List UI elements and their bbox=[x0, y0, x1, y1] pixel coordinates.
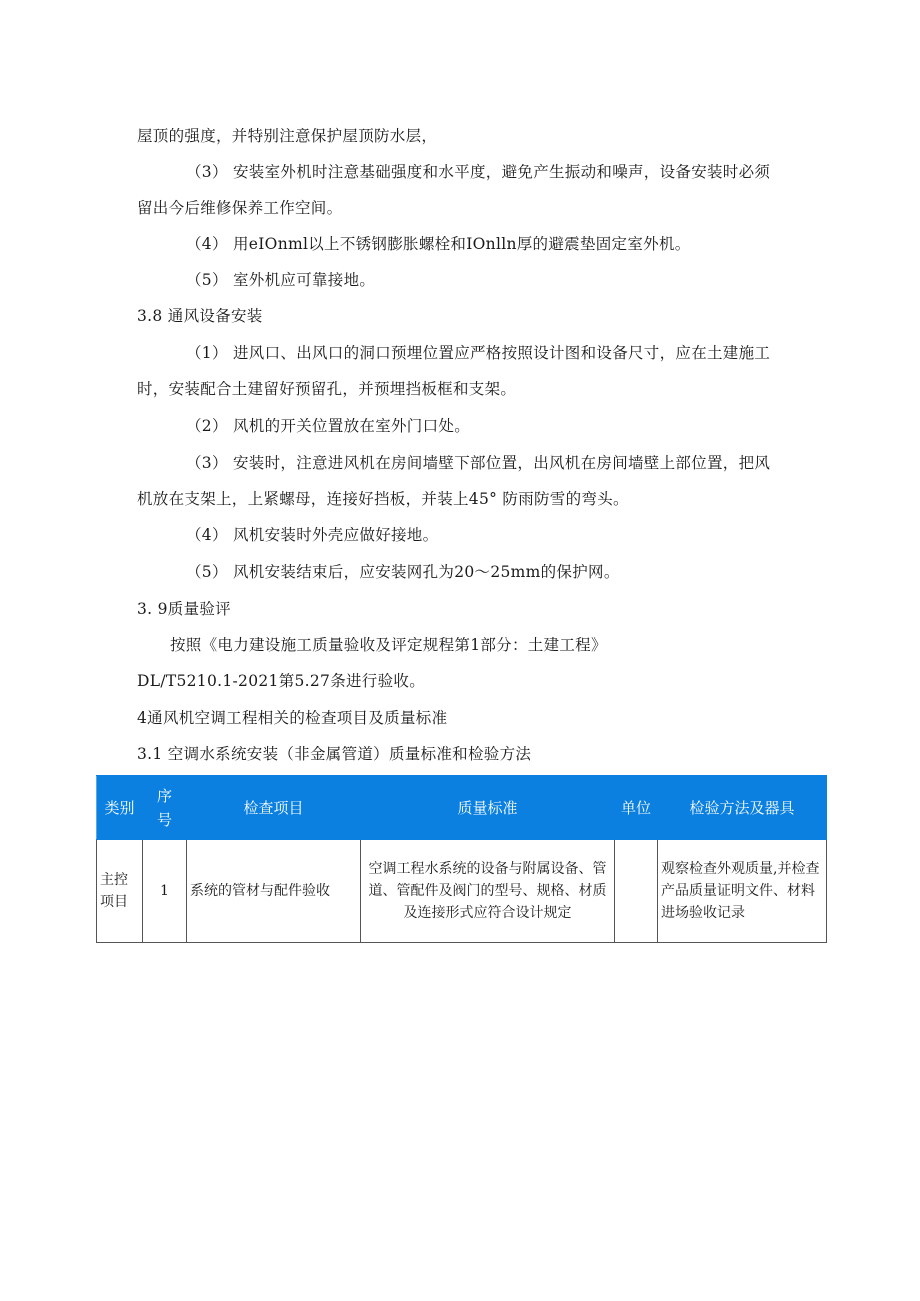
cell-category: 主控项目 bbox=[97, 840, 143, 943]
quality-standards-table bbox=[96, 775, 827, 943]
header-category: 类别 bbox=[97, 776, 143, 840]
section-heading: 3. 9质量验评 bbox=[137, 600, 231, 618]
table-caption: 3.1 空调水系统安装（非金属管道）质量标准和检验方法 bbox=[137, 745, 532, 763]
cell-method: 观察检查外观质量,并检查产品质量证明文件、材料进场验收记录 bbox=[658, 840, 827, 943]
paragraph: （4） 风机安装时外壳应做好接地。 bbox=[186, 526, 439, 544]
paragraph: （3） 安装室外机时注意基础强度和水平度，避免产生振动和噪声，设备安装时必须 bbox=[186, 163, 771, 181]
cell-standard: 空调工程水系统的设备与附属设备、管道、管配件及阀门的型号、规格、材质及连接形式应符合设计规定 bbox=[361, 840, 615, 943]
header-unit: 单位 bbox=[615, 776, 658, 840]
paragraph: DL/T5210.1-2021第5.27条进行验收。 bbox=[137, 672, 426, 690]
header-seq-line2: 号 bbox=[156, 810, 172, 829]
paragraph: 时，安装配合土建留好预留孔，并预埋挡板框和支架。 bbox=[137, 380, 517, 398]
paragraph: （3） 安装时，注意进风机在房间墙壁下部位置，出风机在房间墙壁上部位置，把风 bbox=[186, 454, 771, 472]
paragraph: 机放在支架上，上紧螺母，连接好挡板，并装上45° 防雨防雪的弯头。 bbox=[137, 490, 629, 508]
header-seq bbox=[143, 776, 187, 840]
table-row bbox=[97, 840, 827, 943]
header-method: 检验方法及器具 bbox=[658, 776, 827, 840]
cell-item: 系统的管材与配件验收 bbox=[187, 840, 361, 943]
paragraph: （1） 进风口、出风口的洞口预埋位置应严格按照设计图和设备尺寸，应在土建施工 bbox=[186, 344, 771, 362]
header-item: 检查项目 bbox=[187, 776, 361, 840]
cell-seq: 1 bbox=[143, 840, 187, 943]
cell-unit bbox=[615, 840, 658, 943]
paragraph: （2） 风机的开关位置放在室外门口处。 bbox=[186, 417, 470, 435]
paragraph: 屋顶的强度，并特别注意保护屋顶防水层， bbox=[137, 127, 438, 145]
paragraph: 留出今后维修保养工作空间。 bbox=[137, 199, 343, 217]
paragraph: （5） 室外机应可靠接地。 bbox=[186, 271, 376, 289]
paragraph: （5） 风机安装结束后，应安装网孔为20～25mm的保护网。 bbox=[186, 563, 620, 581]
chapter-heading: 4通风机空调工程相关的检查项目及质量标准 bbox=[137, 709, 448, 727]
paragraph: （4） 用eIOnml以上不锈钢膨胀螺栓和IOnlln厚的避震垫固定室外机。 bbox=[186, 235, 691, 253]
paragraph: 按照《电力建设施工质量验收及评定规程第1部分：土建工程》 bbox=[170, 636, 607, 654]
table-header-row bbox=[97, 776, 827, 840]
header-standard: 质量标准 bbox=[361, 776, 615, 840]
header-seq-line1: 序 bbox=[156, 786, 172, 805]
section-heading: 3.8 通风设备安装 bbox=[137, 307, 263, 325]
